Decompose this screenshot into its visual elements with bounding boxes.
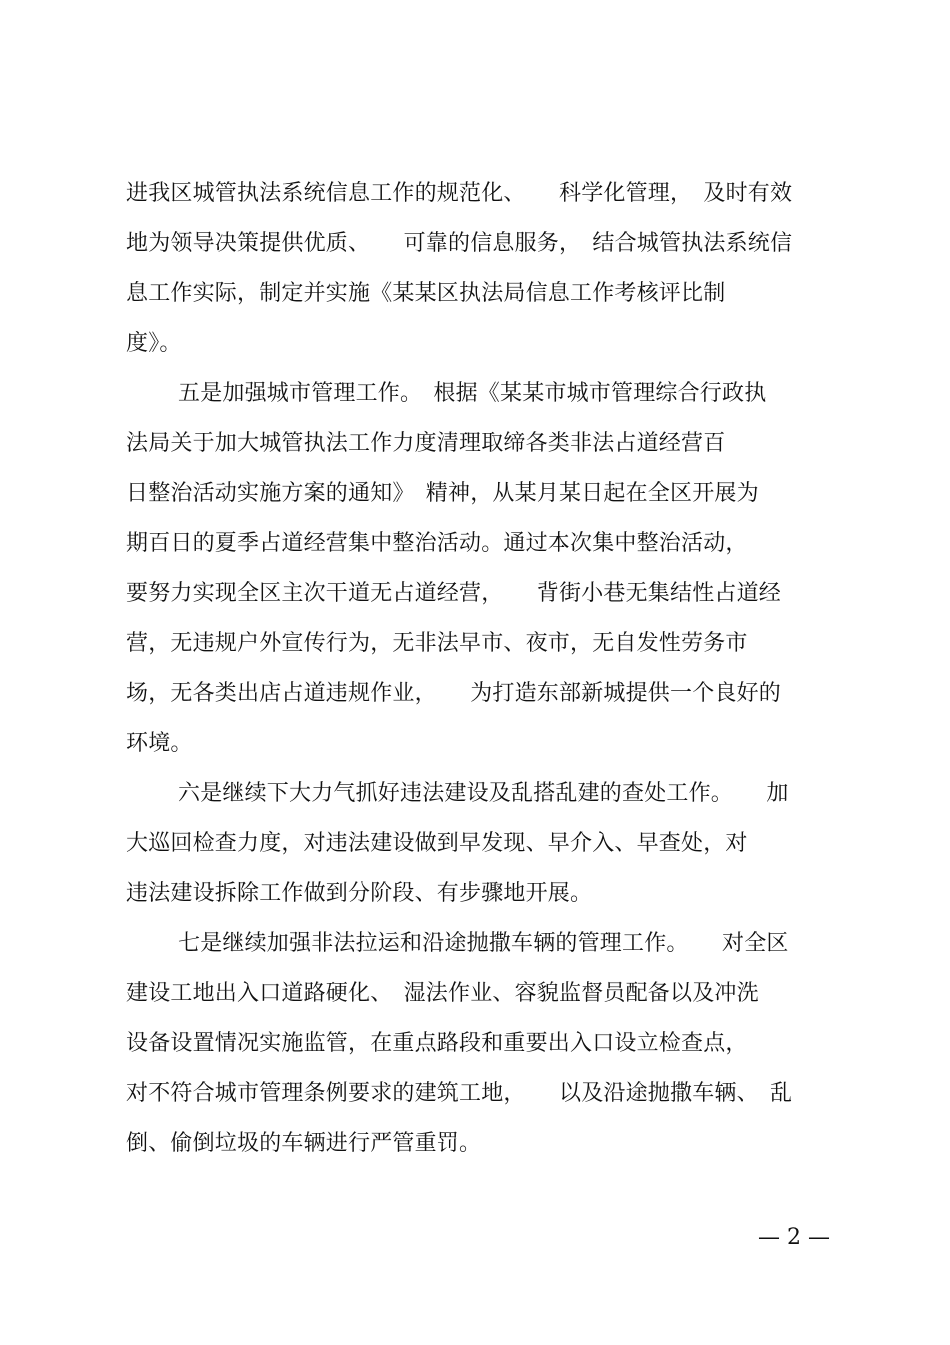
text-line: 期百日的夏季占道经营集中整治活动。通过本次集中整治活动， bbox=[126, 531, 748, 556]
text-line: 建设工地出入口道路硬化、 湿法作业、容貌监督员配备以及冲洗 bbox=[126, 981, 759, 1006]
text-line: 法局关于加大城管执法工作力度清理取缔各类非法占道经营百 bbox=[126, 431, 726, 456]
text-line: 要努力实现全区主次干道无占道经营， 背街小巷无集结性占道经 bbox=[126, 581, 782, 606]
text-line: 日整治活动实施方案的通知》 精神，从某月某日起在全区开展为 bbox=[126, 481, 759, 506]
text-line: 大巡回检查力度，对违法建设做到早发现、早介入、早查处，对 bbox=[126, 831, 748, 856]
text-line: 违法建设拆除工作做到分阶段、有步骤地开展。 bbox=[126, 881, 593, 906]
text-line: 环境。 bbox=[126, 731, 193, 756]
paragraph-start-line: 五是加强城市管理工作。 根据《某某市城市管理综合行政执 bbox=[178, 381, 767, 406]
paragraph-start-line: 七是继续加强非法拉运和沿途抛撒车辆的管理工作。 对全区 bbox=[178, 931, 789, 956]
text-line: 度》。 bbox=[126, 331, 182, 356]
text-line: 倒、偷倒垃圾的车辆进行严管重罚。 bbox=[126, 1131, 482, 1156]
text-line: 息工作实际，制定并实施《某某区执法局信息工作考核评比制 bbox=[126, 281, 726, 306]
text-line: 进我区城管执法系统信息工作的规范化、 科学化管理， 及时有效 bbox=[126, 181, 793, 206]
text-line: 地为领导决策提供优质、 可靠的信息服务， 结合城管执法系统信 bbox=[126, 231, 793, 256]
paragraph-start-line: 六是继续下大力气抓好违法建设及乱搭乱建的查处工作。 加 bbox=[178, 781, 789, 806]
text-line: 设备设置情况实施监管，在重点路段和重要出入口设立检查点， bbox=[126, 1031, 748, 1056]
text-line: 营，无违规户外宣传行为，无非法早市、夜市，无自发性劳务市 bbox=[126, 631, 748, 656]
text-line: 场，无各类出店占道违规作业， 为打造东部新城提供一个良好的 bbox=[126, 681, 782, 706]
page-number: — 2 — bbox=[758, 1225, 830, 1250]
text-line: 对不符合城市管理条例要求的建筑工地， 以及沿途抛撒车辆、 乱 bbox=[126, 1081, 793, 1106]
